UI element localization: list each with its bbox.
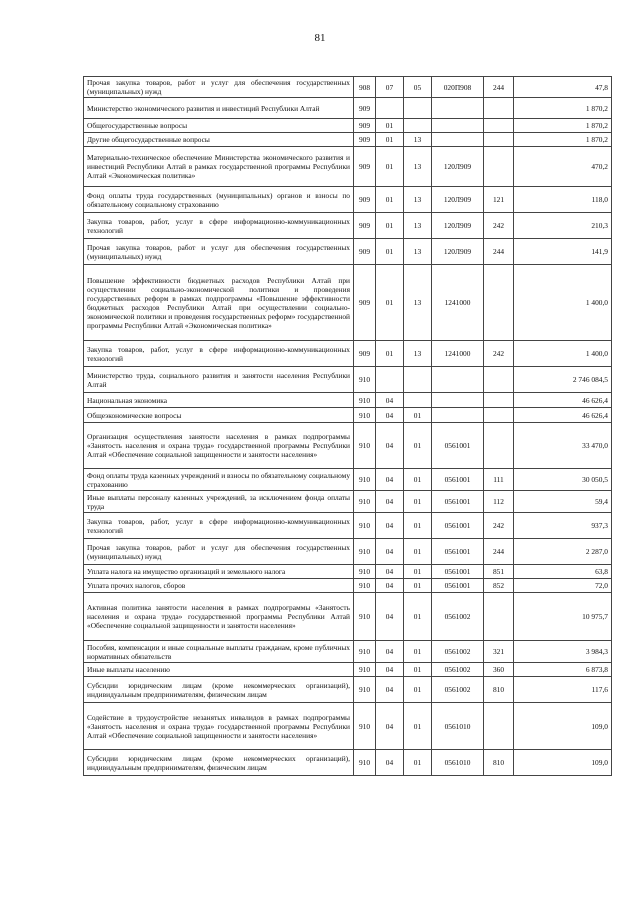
row-amount: 30 050,5 [514,469,612,491]
row-name: Содействие в трудоустройстве незанятых инвалидов в рамках подпрограммы «Занятость населения и охрана труда» государственной программы Республики Алтай «Обеспечение социальной защищенности и занятости населения» [84,703,354,750]
row-amount: 10 975,7 [514,593,612,641]
row-target-code [432,408,484,423]
row-expense-type: 810 [484,677,514,703]
row-name: Активная политика занятости населения в рамках подпрограммы «Занятость населения и охрана труда» государственной программы Республики Алтай «Обеспечение социальной защищенности и занятости населения» [84,593,354,641]
table-row [84,677,612,703]
row-target-code: 0561001 [432,565,484,579]
table-row [84,593,612,641]
row-ministry-code: 910 [354,393,376,408]
row-subsection-code [404,367,432,393]
row-expense-type: 244 [484,239,514,265]
row-target-code: 120Л909 [432,147,484,187]
row-name: Общеэкономические вопросы [84,408,354,423]
row-name: Министерство труда, социального развития и занятости населения Республики Алтай [84,367,354,393]
row-section-code: 01 [376,213,404,239]
table-row [84,579,612,593]
row-target-code: 0561002 [432,677,484,703]
row-subsection-code: 13 [404,265,432,341]
row-subsection-code [404,393,432,408]
row-section-code: 04 [376,423,404,469]
row-target-code [432,367,484,393]
row-target-code: 0561001 [432,423,484,469]
row-name: Субсидии юридическим лицам (кроме некоммерческих организаций), индивидуальным предпринимателям, физическим лицам [84,677,354,703]
row-target-code: 0561010 [432,703,484,750]
row-amount: 2 746 084,5 [514,367,612,393]
row-amount: 72,0 [514,579,612,593]
row-amount: 59,4 [514,491,612,513]
row-section-code: 04 [376,469,404,491]
row-expense-type [484,133,514,147]
row-amount: 1 870,2 [514,98,612,119]
row-name: Фонд оплаты труда казенных учреждений и взносы по обязательному социальному страхованию [84,469,354,491]
table-row [84,187,612,213]
row-name: Прочая закупка товаров, работ и услуг для обеспечения государственных (муниципальных) нужд [84,539,354,565]
table-row [84,133,612,147]
row-expense-type [484,367,514,393]
row-ministry-code: 910 [354,663,376,677]
row-ministry-code: 910 [354,539,376,565]
row-amount: 117,6 [514,677,612,703]
table-row [84,239,612,265]
row-section-code: 04 [376,677,404,703]
row-amount: 109,0 [514,703,612,750]
row-ministry-code: 910 [354,408,376,423]
row-target-code [432,393,484,408]
row-subsection-code: 01 [404,593,432,641]
row-section-code [376,367,404,393]
row-subsection-code: 01 [404,565,432,579]
row-amount: 6 873,8 [514,663,612,677]
table-row [84,565,612,579]
row-ministry-code: 909 [354,341,376,367]
row-subsection-code: 01 [404,491,432,513]
row-target-code: 020П908 [432,77,484,98]
row-ministry-code: 910 [354,677,376,703]
table-row [84,539,612,565]
table-row [84,408,612,423]
row-name: Общегосударственные вопросы [84,119,354,133]
budget-table [83,76,612,776]
table-row [84,367,612,393]
row-subsection-code: 01 [404,703,432,750]
row-name: Иные выплаты персоналу казенных учреждений, за исключением фонда оплаты труда [84,491,354,513]
row-amount: 470,2 [514,147,612,187]
row-section-code: 01 [376,133,404,147]
row-target-code: 0561002 [432,663,484,677]
row-amount: 210,3 [514,213,612,239]
row-target-code: 120Л909 [432,213,484,239]
row-amount: 1 870,2 [514,133,612,147]
table-row [84,491,612,513]
row-amount: 118,0 [514,187,612,213]
row-amount: 1 400,0 [514,265,612,341]
row-ministry-code: 909 [354,98,376,119]
row-expense-type [484,393,514,408]
row-expense-type [484,98,514,119]
row-expense-type [484,119,514,133]
row-subsection-code: 13 [404,133,432,147]
row-expense-type [484,147,514,187]
row-amount: 46 626,4 [514,393,612,408]
row-amount: 937,3 [514,513,612,539]
row-ministry-code: 910 [354,641,376,663]
row-subsection-code: 01 [404,513,432,539]
row-name: Иные выплаты населению [84,663,354,677]
row-section-code: 01 [376,265,404,341]
row-ministry-code: 909 [354,119,376,133]
row-ministry-code: 909 [354,213,376,239]
row-expense-type: 244 [484,77,514,98]
row-expense-type: 244 [484,539,514,565]
row-target-code: 0561002 [432,641,484,663]
row-name: Закупка товаров, работ, услуг в сфере информационно-коммуникационных технологий [84,513,354,539]
row-subsection-code: 01 [404,641,432,663]
table-row [84,703,612,750]
row-subsection-code: 13 [404,147,432,187]
row-subsection-code: 01 [404,750,432,776]
row-amount: 109,0 [514,750,612,776]
row-name: Закупка товаров, работ, услуг в сфере информационно-коммуникационных технологий [84,213,354,239]
row-target-code: 0561001 [432,539,484,565]
row-section-code: 04 [376,408,404,423]
row-ministry-code: 909 [354,187,376,213]
row-name: Материально-техническое обеспечение Министерства экономического развития и инвестиций Республики Алтай в рамках государственной программы Республики Алтай «Экономическая политика» [84,147,354,187]
row-target-code [432,133,484,147]
row-name: Другие общегосударственные вопросы [84,133,354,147]
row-name: Прочая закупка товаров, работ и услуг для обеспечения государственных (муниципальных) нужд [84,239,354,265]
row-target-code: 1241000 [432,341,484,367]
row-target-code: 0561002 [432,593,484,641]
row-expense-type: 112 [484,491,514,513]
row-section-code: 04 [376,491,404,513]
table-row [84,641,612,663]
table-row [84,469,612,491]
row-name: Министерство экономического развития и инвестиций Республики Алтай [84,98,354,119]
row-name: Уплата налога на имущество организаций и земельного налога [84,565,354,579]
row-name: Закупка товаров, работ, услуг в сфере информационно-коммуникационных технологий [84,341,354,367]
row-subsection-code: 01 [404,579,432,593]
row-target-code: 0561001 [432,579,484,593]
row-expense-type: 242 [484,341,514,367]
row-target-code [432,98,484,119]
row-ministry-code: 909 [354,147,376,187]
row-target-code: 120Л909 [432,239,484,265]
row-name: Пособия, компенсации и иные социальные выплаты гражданам, кроме публичных нормативных обязательств [84,641,354,663]
row-section-code: 04 [376,579,404,593]
table-row [84,341,612,367]
row-target-code: 0561001 [432,491,484,513]
row-expense-type: 121 [484,187,514,213]
row-expense-type: 851 [484,565,514,579]
row-expense-type: 111 [484,469,514,491]
row-expense-type [484,703,514,750]
row-subsection-code: 13 [404,341,432,367]
row-ministry-code: 910 [354,703,376,750]
row-expense-type: 242 [484,513,514,539]
row-expense-type [484,265,514,341]
row-section-code: 04 [376,513,404,539]
row-name: Прочая закупка товаров, работ и услуг для обеспечения государственных (муниципальных) нужд [84,77,354,98]
table-row [84,147,612,187]
row-ministry-code: 910 [354,469,376,491]
row-expense-type [484,593,514,641]
row-target-code: 0561001 [432,513,484,539]
row-subsection-code: 05 [404,77,432,98]
row-ministry-code: 910 [354,367,376,393]
row-section-code [376,98,404,119]
row-expense-type: 242 [484,213,514,239]
row-amount: 1 400,0 [514,341,612,367]
row-section-code: 07 [376,77,404,98]
row-ministry-code: 910 [354,491,376,513]
row-section-code: 01 [376,147,404,187]
row-ministry-code: 908 [354,77,376,98]
row-name: Субсидии юридическим лицам (кроме некоммерческих организаций), индивидуальным предпринимателям, физическим лицам [84,750,354,776]
row-amount: 2 287,0 [514,539,612,565]
row-section-code: 04 [376,593,404,641]
table-row [84,393,612,408]
row-expense-type: 810 [484,750,514,776]
page-number: 81 [314,32,326,44]
row-subsection-code: 13 [404,239,432,265]
row-section-code: 04 [376,663,404,677]
row-section-code: 04 [376,539,404,565]
row-section-code: 04 [376,565,404,579]
row-section-code: 04 [376,750,404,776]
row-name: Организация осуществления занятости населения в рамках подпрограммы «Занятость населения и охрана труда» государственной программы Республики Алтай «Обеспечение социальной защищенности и занятости населения» [84,423,354,469]
row-subsection-code: 13 [404,213,432,239]
row-subsection-code: 01 [404,539,432,565]
table-row [84,663,612,677]
row-amount: 46 626,4 [514,408,612,423]
row-ministry-code: 910 [354,593,376,641]
row-expense-type: 852 [484,579,514,593]
table-row [84,98,612,119]
row-amount: 3 984,3 [514,641,612,663]
row-subsection-code: 01 [404,408,432,423]
row-amount: 141,9 [514,239,612,265]
row-section-code: 01 [376,239,404,265]
row-target-code: 120Л909 [432,187,484,213]
row-subsection-code: 01 [404,677,432,703]
row-ministry-code: 910 [354,513,376,539]
table-row [84,750,612,776]
row-target-code [432,119,484,133]
row-expense-type: 321 [484,641,514,663]
row-target-code: 1241000 [432,265,484,341]
row-name: Национальная экономика [84,393,354,408]
row-amount: 33 470,0 [514,423,612,469]
row-ministry-code: 910 [354,750,376,776]
row-section-code: 04 [376,703,404,750]
row-ministry-code: 910 [354,565,376,579]
row-amount: 47,8 [514,77,612,98]
row-amount: 1 870,2 [514,119,612,133]
row-ministry-code: 909 [354,239,376,265]
row-expense-type [484,423,514,469]
table-row [84,265,612,341]
row-section-code: 04 [376,641,404,663]
row-subsection-code: 01 [404,663,432,677]
row-expense-type: 360 [484,663,514,677]
table-row [84,513,612,539]
row-ministry-code: 909 [354,265,376,341]
row-section-code: 01 [376,187,404,213]
table-row [84,213,612,239]
row-target-code: 0561001 [432,469,484,491]
row-expense-type [484,408,514,423]
row-ministry-code: 910 [354,579,376,593]
table-row [84,423,612,469]
row-section-code: 04 [376,393,404,408]
row-name: Уплата прочих налогов, сборов [84,579,354,593]
row-section-code: 01 [376,119,404,133]
row-name: Фонд оплаты труда государственных (муниципальных) органов и взносы по обязательному социальному страхованию [84,187,354,213]
row-subsection-code [404,119,432,133]
row-subsection-code: 13 [404,187,432,213]
row-section-code: 01 [376,341,404,367]
row-name: Повышение эффективности бюджетных расходов Республики Алтай при осуществлении социально-экономической политики и проведения государственных реформ в рамках подпрограммы «Повышение эффективности бюджетных расходов Республики Алтай при осуществлении социально-экономической политики и проведения государственных реформ» государственной программы Республики Алтай «Экономическая политика» [84,265,354,341]
row-amount: 63,8 [514,565,612,579]
row-ministry-code: 909 [354,133,376,147]
row-ministry-code: 910 [354,423,376,469]
row-subsection-code: 01 [404,423,432,469]
table-row [84,77,612,98]
row-subsection-code: 01 [404,469,432,491]
row-subsection-code [404,98,432,119]
table-row [84,119,612,133]
row-target-code: 0561010 [432,750,484,776]
